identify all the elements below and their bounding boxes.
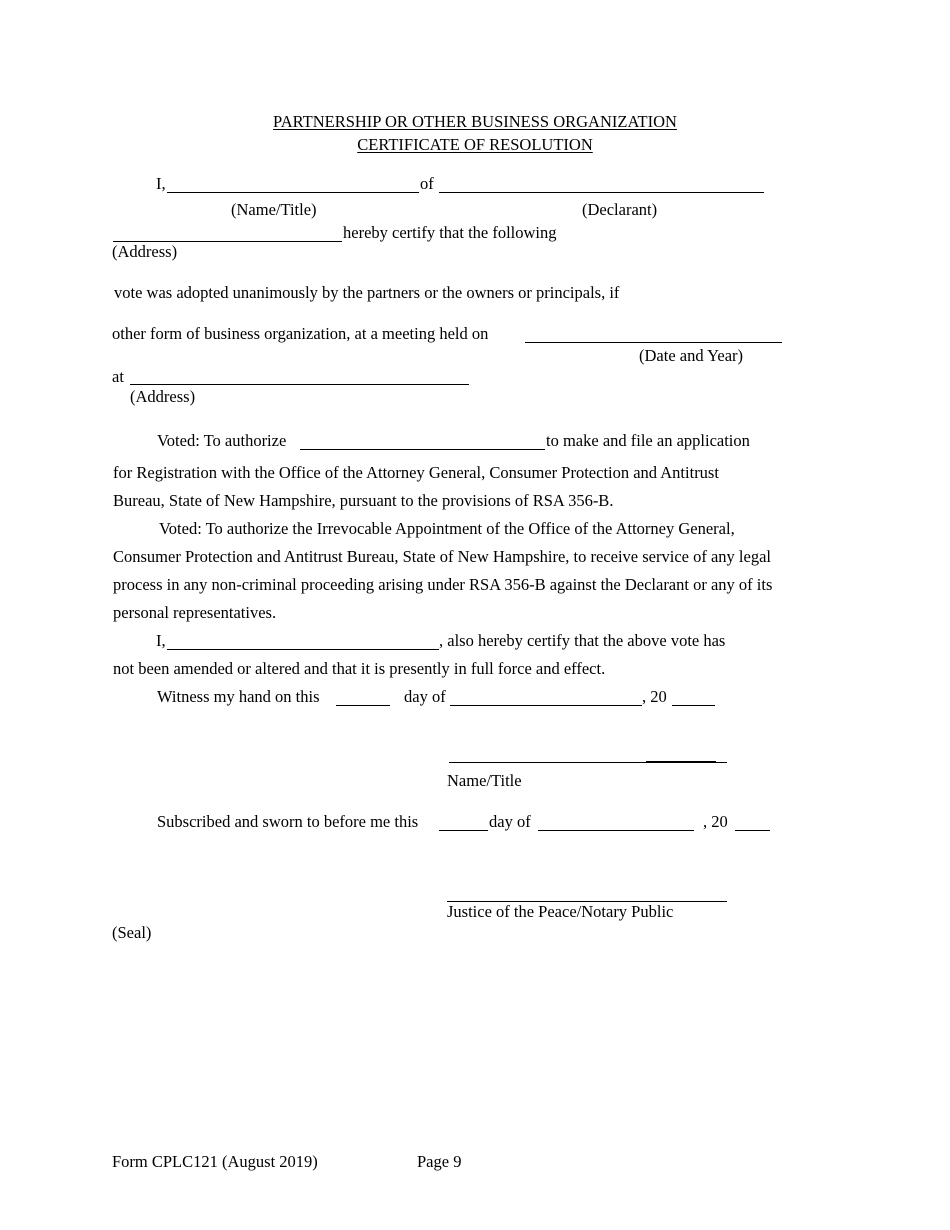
certify-text: hereby certify that the following	[343, 223, 557, 242]
voted1-line2: for Registration with the Office of the Attorney General, Consumer Protection and Antitrust	[113, 463, 719, 482]
sworn-day-of: day of	[489, 812, 531, 831]
voted1-line3: Bureau, State of New Hampshire, pursuant to the provisions of RSA 356-B.	[113, 491, 614, 510]
witness-day-field[interactable]	[336, 705, 390, 706]
declarant-caption: (Declarant)	[582, 200, 658, 219]
declarant-field[interactable]	[439, 192, 764, 193]
form-title-line2: CERTIFICATE OF RESOLUTION	[357, 135, 593, 154]
witness-year-prefix: , 20	[642, 687, 667, 706]
authorized-person-field[interactable]	[300, 449, 545, 450]
voted2-line4: personal representatives.	[113, 603, 277, 622]
seal-label: (Seal)	[112, 923, 152, 942]
witness-year-field[interactable]	[672, 705, 715, 706]
sworn-month-field[interactable]	[538, 830, 694, 831]
meeting-address-caption: (Address)	[130, 387, 196, 406]
meeting-address-field[interactable]	[130, 384, 469, 385]
date-year-caption: (Date and Year)	[639, 346, 744, 365]
of-label: of	[420, 174, 434, 193]
witness-month-field[interactable]	[450, 705, 642, 706]
voted2-line2: Consumer Protection and Antitrust Bureau, State of New Hampshire, to receive service of any legal	[113, 547, 771, 566]
voted1-prefix: Voted: To authorize	[157, 431, 287, 450]
notary-caption: Justice of the Peace/Notary Public	[447, 902, 674, 921]
at-label: at	[112, 367, 124, 386]
witness-day-of: day of	[404, 687, 446, 706]
cert-also-text: , also hereby certify that the above vote has	[439, 631, 726, 650]
cert-line2: not been amended or altered and that it is presently in full force and effect.	[113, 659, 606, 678]
sworn-year-field[interactable]	[735, 830, 770, 831]
signature-name-title-caption: Name/Title	[447, 771, 522, 790]
voted2-line3: process in any non-criminal proceeding arising under RSA 356-B against the Declarant or any of its	[113, 575, 773, 594]
address-caption: (Address)	[112, 242, 178, 261]
cert-i-prefix: I,	[156, 631, 166, 650]
signature-line-overlay	[646, 761, 716, 762]
sworn-year-prefix: , 20	[703, 812, 728, 831]
witness-prefix: Witness my hand on this	[157, 687, 320, 706]
form-id: Form CPLC121 (August 2019)	[112, 1152, 318, 1171]
sworn-day-field[interactable]	[439, 830, 488, 831]
page-number: Page 9	[417, 1152, 462, 1171]
sworn-prefix: Subscribed and sworn to before me this	[157, 812, 419, 831]
name-title-field[interactable]	[167, 192, 419, 193]
voted1-suffix: to make and file an application	[546, 431, 750, 450]
i-prefix: I,	[156, 174, 166, 193]
meeting-date-field[interactable]	[525, 342, 782, 343]
name-title-caption: (Name/Title)	[231, 200, 317, 219]
cert-name-field[interactable]	[167, 649, 439, 650]
form-title-line1: PARTNERSHIP OR OTHER BUSINESS ORGANIZATION	[273, 112, 677, 131]
voted2-line1: Voted: To authorize the Irrevocable Appointment of the Office of the Attorney General,	[159, 519, 735, 538]
vote-intro-line2: other form of business organization, at a meeting held on	[112, 324, 489, 343]
signature-line[interactable]	[449, 762, 727, 763]
vote-intro-line1: vote was adopted unanimously by the partners or the owners or principals, if	[114, 283, 620, 302]
